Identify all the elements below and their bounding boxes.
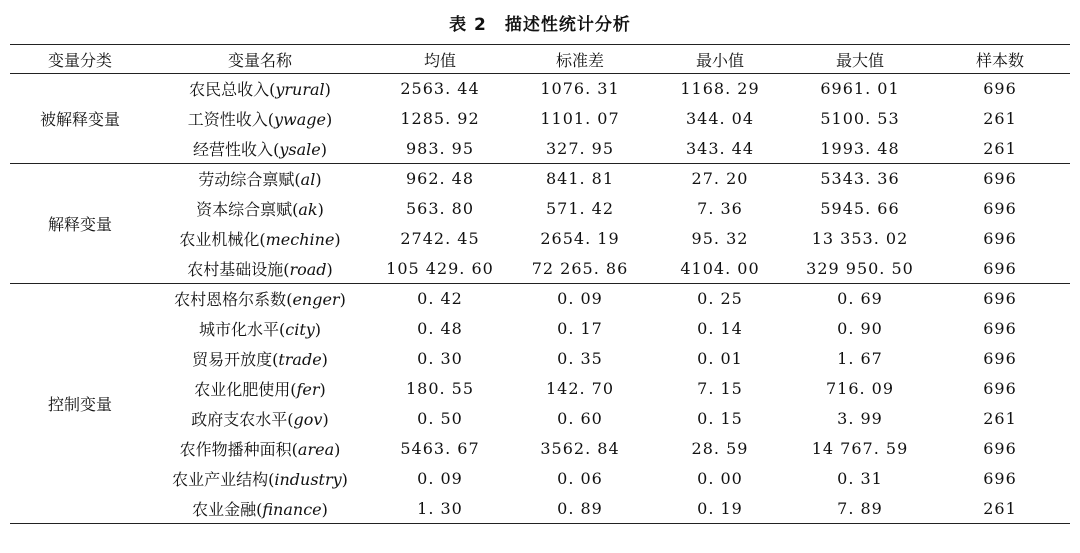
sample-size-cell: 696 bbox=[983, 199, 1017, 218]
table-row bbox=[10, 344, 1070, 374]
sample-size-cell: 696 bbox=[983, 319, 1017, 338]
variable-name-cell: 工资性收入(ywage) bbox=[187, 110, 333, 129]
sample-size-cell: 261 bbox=[983, 138, 1017, 158]
table-number: 表 2 bbox=[449, 15, 487, 35]
mean-cell: 983. 95 bbox=[405, 138, 475, 158]
max-cell: 14 767. 59 bbox=[811, 439, 909, 458]
mean-cell: 0. 50 bbox=[417, 409, 463, 428]
variable-code: road bbox=[289, 259, 327, 279]
variable-category-cell: 控制变量 bbox=[10, 284, 150, 524]
variable-name-cell: 农作物播种面积(area) bbox=[179, 440, 341, 459]
sample-size-cell: 261 bbox=[930, 494, 1070, 524]
table-row bbox=[10, 284, 1070, 314]
variable-name-cell: 贸易开放度(trade) bbox=[192, 350, 328, 369]
sd-cell: 3562. 84 bbox=[540, 439, 620, 458]
sd-cell: 0. 17 bbox=[557, 319, 603, 338]
variable-name: 政府支农水平 bbox=[191, 410, 288, 429]
table-row bbox=[10, 374, 1070, 404]
sd-cell: 1076. 31 bbox=[540, 79, 620, 99]
variable-name-cell: 农村基础设施(road) bbox=[187, 259, 333, 279]
variable-code: yrural bbox=[275, 80, 325, 100]
mean-cell: 5463. 67 bbox=[400, 439, 480, 458]
variable-name-cell: 政府支农水平(gov) bbox=[191, 410, 329, 429]
min-cell: 0. 15 bbox=[697, 409, 743, 428]
max-cell: 5100. 53 bbox=[820, 109, 900, 128]
min-cell: 4104. 00 bbox=[680, 258, 760, 278]
sample-size-cell: 696 bbox=[983, 79, 1017, 99]
variable-code: area bbox=[297, 440, 335, 459]
max-cell: 0. 31 bbox=[837, 469, 883, 488]
min-cell: 343. 44 bbox=[685, 138, 755, 158]
sample-size-cell: 261 bbox=[983, 409, 1017, 428]
variable-name: 经营性收入 bbox=[193, 139, 274, 159]
variable-category-cell: 被解释变量 bbox=[39, 110, 120, 129]
max-cell: 329 950. 50 bbox=[806, 258, 914, 278]
min-cell: 0. 00 bbox=[697, 469, 743, 488]
min-cell: 0. 01 bbox=[697, 349, 743, 368]
table-caption bbox=[0, 10, 1080, 35]
sample-size-cell: 696 bbox=[983, 258, 1017, 278]
min-cell: 7. 36 bbox=[697, 199, 743, 218]
column-header: 最小值 bbox=[650, 45, 790, 74]
min-cell: 7. 15 bbox=[697, 379, 743, 398]
variable-name-cell: 农村恩格尔系数(enger) bbox=[150, 284, 370, 314]
column-header: 样本数 bbox=[930, 45, 1070, 74]
variable-code: ywage bbox=[274, 110, 326, 129]
min-cell: 95. 32 bbox=[691, 229, 749, 248]
table-row bbox=[10, 464, 1070, 494]
min-cell: 0. 14 bbox=[697, 319, 743, 338]
table-row bbox=[10, 164, 1070, 194]
max-cell: 13 353. 02 bbox=[811, 229, 909, 248]
mean-cell: 105 429. 60 bbox=[386, 258, 494, 278]
table-row bbox=[10, 314, 1070, 344]
table-row bbox=[10, 194, 1070, 224]
column-header: 变量名称 bbox=[150, 45, 370, 74]
variable-code: industry bbox=[274, 470, 342, 489]
min-cell: 0. 25 bbox=[650, 284, 790, 314]
variable-name: 农村基础设施 bbox=[187, 259, 284, 279]
variable-name-cell: 农民总收入(yrural) bbox=[189, 80, 331, 100]
table-row bbox=[10, 494, 1070, 524]
variable-name-cell: 劳动综合禀赋(al) bbox=[150, 164, 370, 194]
sd-cell: 0. 35 bbox=[557, 349, 603, 368]
mean-cell: 180. 55 bbox=[405, 379, 475, 398]
max-cell: 0. 90 bbox=[837, 319, 883, 338]
variable-name: 资本综合禀赋 bbox=[196, 200, 293, 219]
table-title: 描述性统计分析 bbox=[504, 15, 631, 35]
variable-code: trade bbox=[278, 350, 322, 369]
variable-code: fer bbox=[296, 380, 320, 399]
sd-cell: 0. 09 bbox=[510, 284, 650, 314]
variable-name: 农业金融 bbox=[192, 499, 257, 519]
variable-name: 农业化肥使用 bbox=[194, 380, 291, 399]
sample-size-cell: 696 bbox=[930, 284, 1070, 314]
min-cell: 28. 59 bbox=[691, 439, 749, 458]
mean-cell: 2742. 45 bbox=[400, 229, 480, 248]
variable-name: 贸易开放度 bbox=[192, 350, 273, 369]
header-row bbox=[10, 45, 1070, 74]
sample-size-cell: 261 bbox=[983, 109, 1017, 128]
mean-cell: 0. 42 bbox=[370, 284, 510, 314]
max-cell: 5343. 36 bbox=[790, 164, 930, 194]
table-row bbox=[10, 224, 1070, 254]
variable-name-cell: 资本综合禀赋(ak) bbox=[196, 200, 324, 219]
mean-cell: 0. 48 bbox=[417, 319, 463, 338]
variable-name-cell: 农业机械化(mechine) bbox=[179, 230, 341, 249]
variable-code: city bbox=[285, 320, 315, 339]
sd-cell: 0. 60 bbox=[557, 409, 603, 428]
mean-cell: 962. 48 bbox=[370, 164, 510, 194]
column-header: 标准差 bbox=[510, 45, 650, 74]
min-cell: 27. 20 bbox=[650, 164, 790, 194]
variable-code: al bbox=[300, 170, 316, 190]
max-cell: 0. 69 bbox=[790, 284, 930, 314]
variable-name: 农业产业结构 bbox=[172, 470, 269, 489]
sd-cell: 0. 89 bbox=[510, 494, 650, 524]
variable-name: 农业机械化 bbox=[179, 230, 260, 249]
sd-cell: 327. 95 bbox=[545, 138, 615, 158]
variable-name-cell: 经营性收入(ysale) bbox=[193, 139, 327, 159]
max-cell: 3. 99 bbox=[837, 409, 883, 428]
max-cell: 1. 67 bbox=[837, 349, 883, 368]
variable-code: ak bbox=[298, 200, 318, 219]
variable-name-cell: 城市化水平(city) bbox=[198, 320, 322, 339]
variable-code: gov bbox=[293, 410, 323, 429]
min-cell: 1168. 29 bbox=[680, 79, 760, 99]
sd-cell: 72 265. 86 bbox=[531, 258, 629, 278]
max-cell: 716. 09 bbox=[825, 379, 895, 398]
mean-cell: 1285. 92 bbox=[400, 109, 480, 128]
max-cell: 5945. 66 bbox=[820, 199, 900, 218]
sd-cell: 2654. 19 bbox=[540, 229, 620, 248]
table-row bbox=[10, 404, 1070, 434]
max-cell: 7. 89 bbox=[790, 494, 930, 524]
variable-code: mechine bbox=[265, 230, 335, 249]
mean-cell: 2563. 44 bbox=[400, 79, 480, 99]
sample-size-cell: 696 bbox=[983, 229, 1017, 248]
mean-cell: 0. 30 bbox=[417, 349, 463, 368]
variable-name-cell: 农业化肥使用(fer) bbox=[194, 380, 326, 399]
variable-name: 城市化水平 bbox=[198, 320, 279, 339]
variable-name: 劳动综合禀赋 bbox=[198, 170, 295, 190]
variable-name: 工资性收入 bbox=[187, 110, 268, 129]
max-cell: 6961. 01 bbox=[820, 79, 900, 99]
column-header: 均值 bbox=[370, 45, 510, 74]
variable-name-cell: 农业金融(finance) bbox=[150, 494, 370, 524]
mean-cell: 563. 80 bbox=[405, 199, 475, 218]
sd-cell: 571. 42 bbox=[545, 199, 615, 218]
variable-category-cell: 解释变量 bbox=[10, 164, 150, 284]
variable-code: enger bbox=[292, 290, 340, 310]
table-row bbox=[10, 104, 1070, 134]
sd-cell: 841. 81 bbox=[510, 164, 650, 194]
max-cell: 1993. 48 bbox=[820, 138, 900, 158]
variable-code: finance bbox=[262, 499, 322, 519]
sd-cell: 0. 06 bbox=[557, 469, 603, 488]
min-cell: 0. 19 bbox=[650, 494, 790, 524]
variable-name: 农民总收入 bbox=[189, 80, 270, 100]
sd-cell: 1101. 07 bbox=[540, 109, 620, 128]
sample-size-cell: 696 bbox=[930, 164, 1070, 194]
sample-size-cell: 696 bbox=[983, 349, 1017, 368]
variable-name: 农作物播种面积 bbox=[179, 440, 292, 459]
min-cell: 344. 04 bbox=[685, 109, 755, 128]
variable-code: ysale bbox=[279, 139, 321, 159]
sample-size-cell: 696 bbox=[983, 439, 1017, 458]
sample-size-cell: 696 bbox=[983, 469, 1017, 488]
column-header: 最大值 bbox=[790, 45, 930, 74]
table-row bbox=[10, 134, 1070, 164]
variable-name: 农村恩格尔系数 bbox=[174, 290, 287, 310]
variable-name-cell: 农业产业结构(industry) bbox=[172, 470, 348, 489]
sd-cell: 142. 70 bbox=[545, 379, 615, 398]
table-row bbox=[10, 434, 1070, 464]
mean-cell: 1. 30 bbox=[370, 494, 510, 524]
table-row bbox=[10, 254, 1070, 284]
column-header: 变量分类 bbox=[10, 45, 150, 74]
table-row bbox=[10, 74, 1070, 104]
descriptive-statistics-table bbox=[10, 44, 1070, 524]
mean-cell: 0. 09 bbox=[417, 469, 463, 488]
sample-size-cell: 696 bbox=[983, 379, 1017, 398]
